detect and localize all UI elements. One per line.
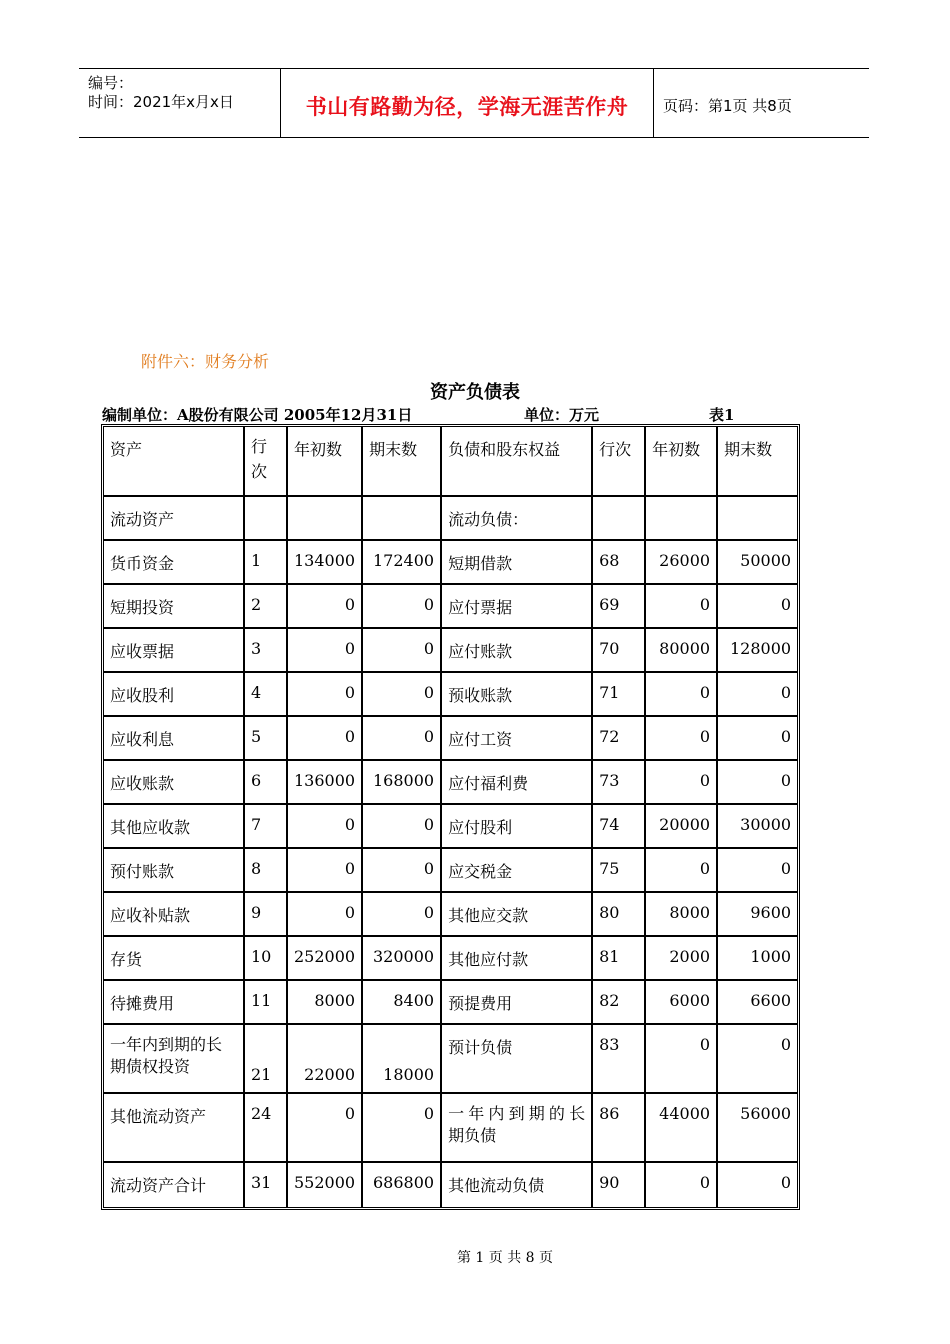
liability-end-cell: 0 xyxy=(718,673,797,717)
liability-end-cell: 56000 xyxy=(718,1094,797,1163)
table-number: 表1 xyxy=(709,406,735,424)
liability-begin-cell xyxy=(646,497,718,541)
balance-sheet-table xyxy=(101,424,800,1210)
liability-row-no-cell: 69 xyxy=(593,585,646,629)
begin-cell: 0 xyxy=(288,805,363,849)
row-no-cell: 11 xyxy=(245,981,288,1025)
table-row xyxy=(104,849,797,893)
begin-cell xyxy=(288,497,363,541)
end-cell: 686800 xyxy=(363,1163,442,1207)
liability-end-cell: 50000 xyxy=(718,541,797,585)
asset-cell xyxy=(104,1025,245,1094)
unit-org-label: 编制单位：A股份有限公司 2005年12月31日 xyxy=(102,406,413,424)
asset-cell: 预付账款 xyxy=(104,849,245,893)
asset-cell: 应收账款 xyxy=(104,761,245,805)
row-no-cell: 10 xyxy=(245,937,288,981)
begin-cell: 0 xyxy=(288,585,363,629)
row-no-cell: 1 xyxy=(245,541,288,585)
row-no-cell: 3 xyxy=(245,629,288,673)
begin-cell: 0 xyxy=(288,893,363,937)
liability-cell: 其他应付款 xyxy=(442,937,593,981)
liability-cell: 预提费用 xyxy=(442,981,593,1025)
row-no-cell: 24 xyxy=(245,1094,288,1163)
end-cell: 168000 xyxy=(363,761,442,805)
liability-row-no-cell: 73 xyxy=(593,761,646,805)
liability-cell: 应交税金 xyxy=(442,849,593,893)
asset-cell: 短期投资 xyxy=(104,585,245,629)
page-header xyxy=(79,68,869,138)
table-row xyxy=(104,629,797,673)
liability-begin-cell: 6000 xyxy=(646,981,718,1025)
liability-cell: 应付票据 xyxy=(442,585,593,629)
liability-cell xyxy=(442,1094,593,1163)
header-end: 期末数 xyxy=(363,427,442,497)
row-no-cell: 2 xyxy=(245,585,288,629)
liability-begin-cell: 26000 xyxy=(646,541,718,585)
liability-cell: 短期借款 xyxy=(442,541,593,585)
liability-row-no-cell: 68 xyxy=(593,541,646,585)
liability-row-no-cell: 80 xyxy=(593,893,646,937)
table-row xyxy=(104,805,797,849)
asset-cell: 存货 xyxy=(104,937,245,981)
asset-cell: 应收利息 xyxy=(104,717,245,761)
end-cell: 18000 xyxy=(363,1025,442,1094)
header-middle-cell xyxy=(281,69,654,137)
begin-cell: 22000 xyxy=(288,1025,363,1094)
liability-row-no-cell: 75 xyxy=(593,849,646,893)
document-title xyxy=(0,378,950,404)
asset-cell: 流动资产 xyxy=(104,497,245,541)
row-no-cell: 6 xyxy=(245,761,288,805)
footer-page-number: 第 1 页 共 8 页 xyxy=(456,1250,554,1266)
liability-row-no-cell: 82 xyxy=(593,981,646,1025)
end-cell: 0 xyxy=(363,717,442,761)
header-left-cell xyxy=(79,69,281,137)
liability-cell: 应付工资 xyxy=(442,717,593,761)
document-title-text: 资产负债表 xyxy=(430,382,520,403)
time-label: 时间：2021年x月x日 xyxy=(88,93,234,111)
end-cell: 0 xyxy=(363,893,442,937)
liability-cell: 预收账款 xyxy=(442,673,593,717)
row-no-cell: 4 xyxy=(245,673,288,717)
liability-begin-cell: 0 xyxy=(646,761,718,805)
table-row xyxy=(104,541,797,585)
liability-end-cell: 6600 xyxy=(718,981,797,1025)
liability-begin-cell: 8000 xyxy=(646,893,718,937)
liability-cell: 应付账款 xyxy=(442,629,593,673)
header-liability: 负债和股东权益 xyxy=(442,427,593,497)
liability-begin-cell: 0 xyxy=(646,1025,718,1094)
begin-cell: 0 xyxy=(288,1094,363,1163)
liability-end-cell: 128000 xyxy=(718,629,797,673)
asset-cell: 应收股利 xyxy=(104,673,245,717)
asset-cell-line1: 一年内到期的长 xyxy=(110,1035,223,1054)
liability-row-no-cell: 83 xyxy=(593,1025,646,1094)
code-label: 编号： xyxy=(88,74,134,92)
header-begin-2: 年初数 xyxy=(646,427,718,497)
begin-cell: 0 xyxy=(288,629,363,673)
liability-begin-cell: 0 xyxy=(646,585,718,629)
begin-cell: 0 xyxy=(288,717,363,761)
liability-row-no-cell: 71 xyxy=(593,673,646,717)
liability-cell-line2: 期负债 xyxy=(448,1126,497,1145)
table-row xyxy=(104,761,797,805)
row-no-cell: 9 xyxy=(245,893,288,937)
liability-begin-cell: 0 xyxy=(646,673,718,717)
table-row xyxy=(104,717,797,761)
table-row xyxy=(104,1094,797,1163)
attachment-label: 附件六：财务分析 xyxy=(141,352,270,371)
liability-begin-cell: 2000 xyxy=(646,937,718,981)
table-row xyxy=(104,981,797,1025)
table-row xyxy=(104,585,797,629)
end-cell: 0 xyxy=(363,805,442,849)
table-row xyxy=(104,497,797,541)
row-no-cell: 8 xyxy=(245,849,288,893)
begin-cell: 134000 xyxy=(288,541,363,585)
liability-row-no-cell: 72 xyxy=(593,717,646,761)
header-asset: 资产 xyxy=(104,427,245,497)
liability-end-cell: 0 xyxy=(718,585,797,629)
row-no-cell: 21 xyxy=(245,1025,288,1094)
liability-begin-cell: 0 xyxy=(646,1163,718,1207)
liability-cell: 预计负债 xyxy=(442,1025,593,1094)
liability-end-cell: 0 xyxy=(718,761,797,805)
end-cell xyxy=(363,497,442,541)
table-row xyxy=(104,893,797,937)
end-cell: 0 xyxy=(363,1094,442,1163)
end-cell: 320000 xyxy=(363,937,442,981)
page-info: 页码：第1页 共8页 xyxy=(663,97,792,115)
asset-cell: 应收补贴款 xyxy=(104,893,245,937)
liability-begin-cell: 80000 xyxy=(646,629,718,673)
row-no-cell: 5 xyxy=(245,717,288,761)
liability-begin-cell: 20000 xyxy=(646,805,718,849)
table-row xyxy=(104,673,797,717)
asset-cell: 待摊费用 xyxy=(104,981,245,1025)
liability-cell: 流动负债： xyxy=(442,497,593,541)
liability-begin-cell: 44000 xyxy=(646,1094,718,1163)
begin-cell: 8000 xyxy=(288,981,363,1025)
header-row-no-2: 行次 xyxy=(593,427,646,497)
end-cell: 0 xyxy=(363,629,442,673)
row-no-cell: 31 xyxy=(245,1163,288,1207)
asset-cell: 流动资产合计 xyxy=(104,1163,245,1207)
table-row xyxy=(104,937,797,981)
liability-row-no-cell: 90 xyxy=(593,1163,646,1207)
asset-cell: 其他流动资产 xyxy=(104,1094,245,1163)
begin-cell: 136000 xyxy=(288,761,363,805)
liability-row-no-cell: 70 xyxy=(593,629,646,673)
page-footer xyxy=(0,1247,950,1267)
row-no-cell xyxy=(245,497,288,541)
begin-cell: 252000 xyxy=(288,937,363,981)
liability-end-cell: 1000 xyxy=(718,937,797,981)
liability-end-cell: 0 xyxy=(718,1025,797,1094)
end-cell: 172400 xyxy=(363,541,442,585)
liability-cell: 应付股利 xyxy=(442,805,593,849)
table-row xyxy=(104,1163,797,1207)
motto-text: 书山有路勤为径，学海无涯苦作舟 xyxy=(305,95,629,119)
header-right-cell xyxy=(654,69,869,137)
liability-row-no-cell xyxy=(593,497,646,541)
end-cell: 0 xyxy=(363,849,442,893)
header-row-no-text: 行次 xyxy=(251,437,268,481)
liability-cell: 其他应交款 xyxy=(442,893,593,937)
liability-cell-line1: 一年内到期的长 xyxy=(448,1104,586,1123)
begin-cell: 552000 xyxy=(288,1163,363,1207)
liability-cell: 其他流动负债 xyxy=(442,1163,593,1207)
end-cell: 0 xyxy=(363,673,442,717)
table-header-row xyxy=(104,427,797,497)
liability-row-no-cell: 74 xyxy=(593,805,646,849)
liability-end-cell: 0 xyxy=(718,849,797,893)
row-no-cell: 7 xyxy=(245,805,288,849)
table-row xyxy=(104,1025,797,1094)
liability-row-no-cell: 81 xyxy=(593,937,646,981)
liability-end-cell: 0 xyxy=(780,1173,792,1192)
liability-end-cell xyxy=(718,497,797,541)
liability-end-cell: 30000 xyxy=(718,805,797,849)
liability-begin-cell: 0 xyxy=(646,849,718,893)
end-cell: 0 xyxy=(363,585,442,629)
header-end-2: 期末数 xyxy=(718,427,797,497)
liability-end-cell: 0 xyxy=(718,717,797,761)
asset-cell: 货币资金 xyxy=(104,541,245,585)
header-row-no xyxy=(245,427,288,497)
begin-cell: 0 xyxy=(288,849,363,893)
header-begin: 年初数 xyxy=(288,427,363,497)
asset-cell: 应收票据 xyxy=(104,629,245,673)
asset-cell-line2: 期债权投资 xyxy=(110,1057,191,1076)
liability-end-cell: 9600 xyxy=(718,893,797,937)
end-cell: 8400 xyxy=(363,981,442,1025)
begin-cell: 0 xyxy=(288,673,363,717)
liability-begin-cell: 0 xyxy=(646,717,718,761)
liability-row-no-cell: 86 xyxy=(593,1094,646,1163)
unit-label: 单位：万元 xyxy=(524,406,600,424)
liability-cell: 应付福利费 xyxy=(442,761,593,805)
asset-cell: 其他应收款 xyxy=(104,805,245,849)
